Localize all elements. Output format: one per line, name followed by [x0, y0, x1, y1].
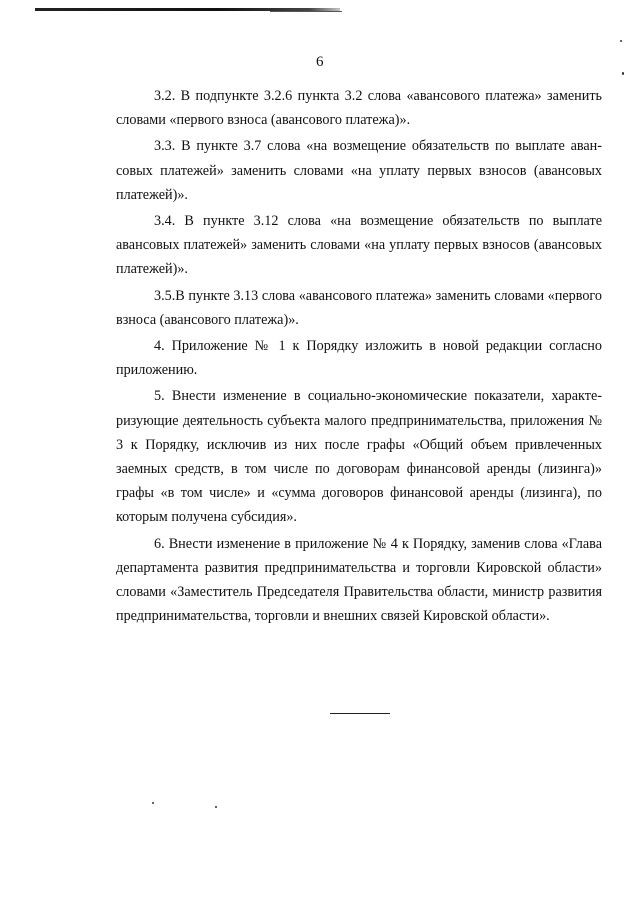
paragraph-3-3: 3.3. В пункте 3.7 слова «на возмещение обязательств по выплате авансовых платежей» заменить словами «на уплату первых взносов (авансовых платежей)». — [116, 138, 602, 203]
paragraph-3-5: 3.5.В пункте 3.13 слова «авансового платежа» заменить словами «первого взноса (авансового платежа)». — [116, 287, 602, 328]
scan-speck — [215, 806, 217, 808]
paragraph-6: 6. Внести изменение в приложение № 4 к Порядку, заменив слова «Глава департамента развития предпринимательства и торговли Кировской области» словами «Заместитель Председателя Правительства области, министр развития предпринимательства, торговли и внешних связей Кировской области». — [116, 535, 602, 625]
scan-border-line-thin — [270, 11, 342, 12]
paragraph-3-2: 3.2. В подпункте 3.2.6 пункта 3.2 слова «авансового платежа» заменить словами «первого взноса (авансового платежа)». — [116, 88, 602, 129]
paragraph-4: 4. Приложение № 1 к Порядку изложить в новой редакции согласно приложению. — [116, 338, 602, 379]
scan-speck — [620, 40, 622, 42]
scan-speck — [152, 802, 154, 804]
document-body — [116, 84, 602, 630]
scan-speck — [622, 72, 624, 75]
page-number: 6 — [316, 54, 324, 70]
end-of-text-rule — [330, 713, 390, 714]
paragraph-5: 5. Внести изменение в социально-экономические показатели, характеризующие деятельность субъекта малого предпринимательства, приложения № 3 к Порядку, исключив из них после графы «Общий объем привлеченных заемных средств, в том числе по договорам финансовой аренды (лизинга)» графы «в том числе» и «сумма договоров финансовой аренды (лизинга), по которым получена субсидия». — [116, 388, 602, 526]
paragraph-3-4: 3.4. В пункте 3.12 слова «на возмещение обязательств по выплате авансовых платежей» заменить словами «на уплату первых взносов (авансовых платежей)». — [116, 213, 602, 278]
